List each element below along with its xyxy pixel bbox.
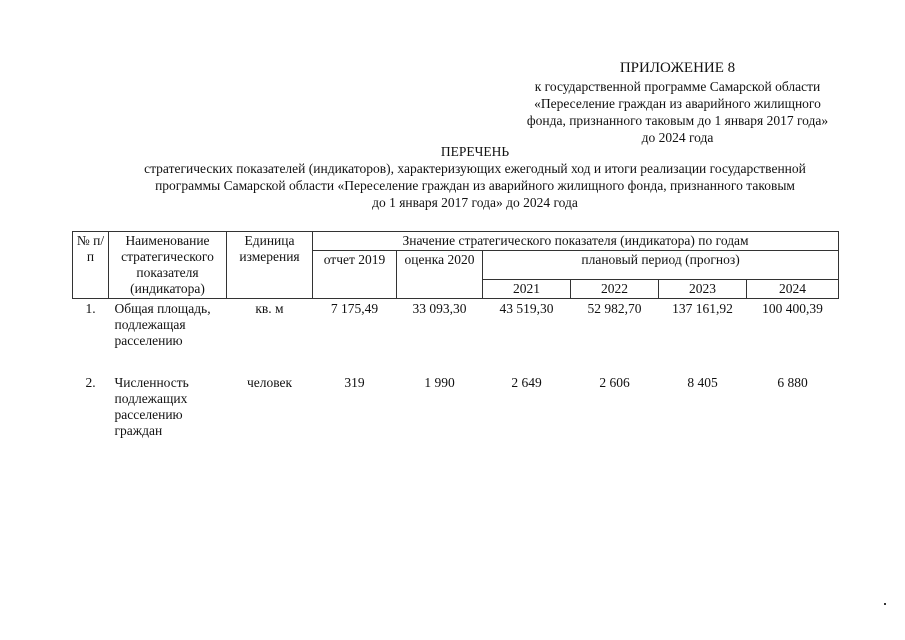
header-year-2022: 2022 [571,280,659,299]
scan-speck [884,603,886,605]
header-year-2021: 2021 [483,280,571,299]
header-values-group: Значение стратегического показателя (индикатора) по годам [313,232,839,251]
value-2019: 319 [344,375,365,390]
appendix-line: к государственной программе Самарской области [534,79,821,94]
title-line: стратегических показателей (индикаторов), характеризующих ежегодный ход и итоги реализации государственной [144,161,806,176]
table-row [73,299,839,370]
value-2024: 100 400,39 [762,301,823,316]
indicators-table [72,231,839,455]
value-2023: 8 405 [687,375,718,390]
row-num: 1. [85,301,96,316]
header-name: Наименование стратегического показателя (индикатора) [109,232,227,299]
row-unit: человек [246,375,293,390]
value-2020: 33 093,30 [412,301,467,316]
value-2022: 2 606 [599,375,630,390]
header-plan-group: плановый период (прогноз) [483,251,839,280]
title-line: программы Самарской области «Переселение граждан из аварийного жилищного фонда, признанного таковым [155,178,795,193]
value-2024: 6 880 [777,375,808,390]
appendix-line: «Переселение граждан из аварийного жилищного [534,96,821,111]
value-2023: 137 161,92 [672,301,733,316]
appendix-header [500,58,855,146]
value-2022: 52 982,70 [587,301,642,316]
title-heading: ПЕРЕЧЕНЬ [440,144,510,159]
value-2021: 43 519,30 [499,301,554,316]
header-unit: Единица измерения [227,232,313,299]
table-row [73,369,839,455]
row-name: Численность подлежащих расселению граждан [114,375,189,438]
appendix-line: фонда, признанного таковым до 1 января 2017 года» [526,113,829,128]
row-num: 2. [85,375,96,390]
header-year-2024: 2024 [747,280,839,299]
value-2019: 7 175,49 [330,301,379,316]
value-2021: 2 649 [511,375,542,390]
header-report-2019: отчет 2019 [313,251,397,299]
value-2020: 1 990 [424,375,455,390]
row-name: Общая площадь, подлежащая расселению [114,301,211,348]
row-unit: кв. м [255,301,284,316]
header-num: № п/п [73,232,109,299]
header-year-2023: 2023 [659,280,747,299]
header-estimate-2020: оценка 2020 [397,251,483,299]
document-title [40,143,905,211]
appendix-heading: ПРИЛОЖЕНИЕ 8 [619,60,736,76]
title-line: до 1 января 2017 года» до 2024 года [372,195,578,210]
appendix-line: до 2024 года [641,130,714,145]
